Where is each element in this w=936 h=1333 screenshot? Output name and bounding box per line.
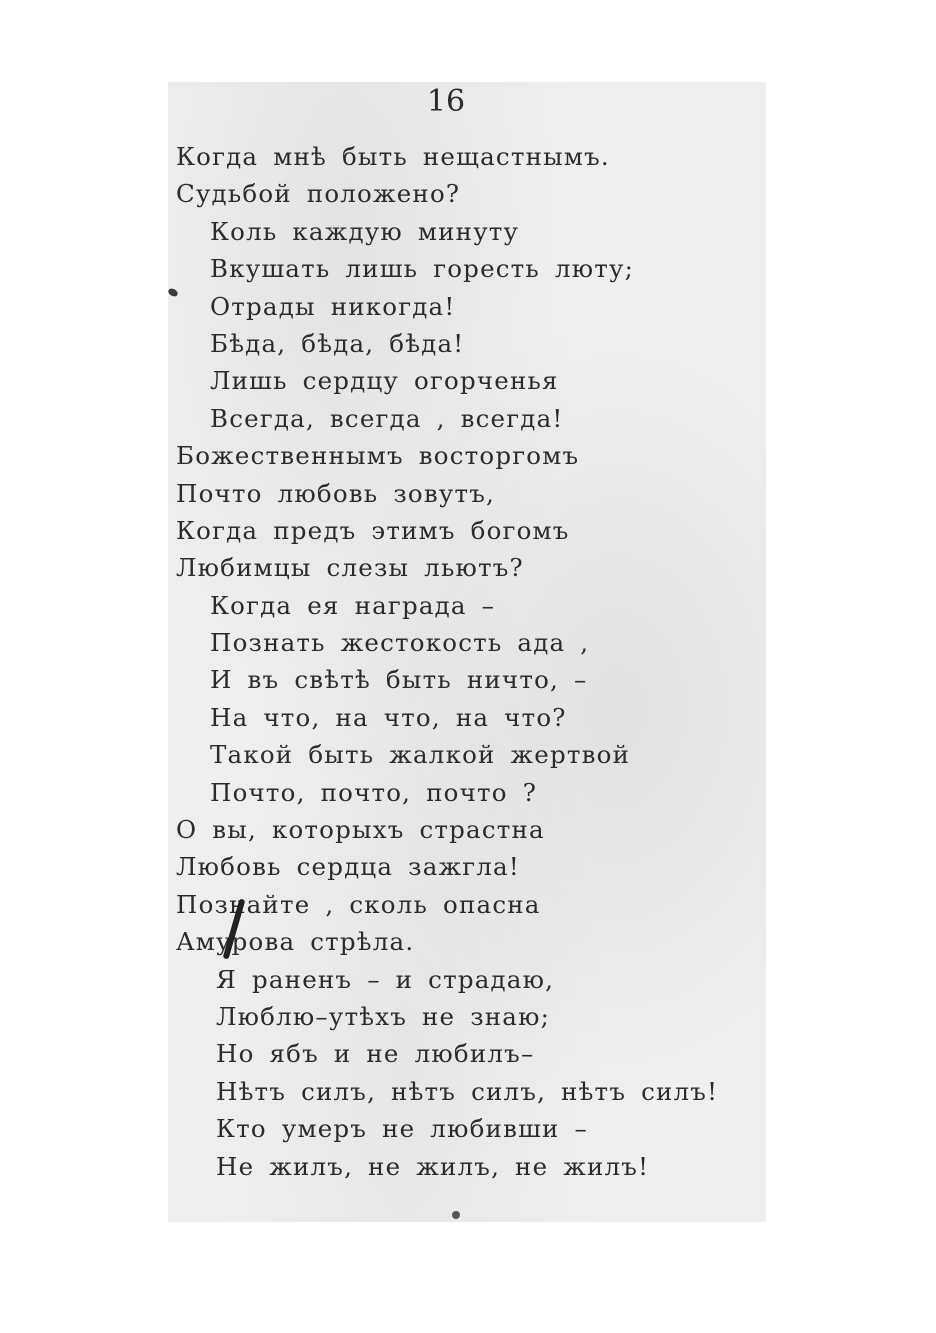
poem-line: Вкушать лишь горесть люту; <box>210 254 635 284</box>
poem-line: Любимцы слезы льютъ? <box>176 553 524 583</box>
poem-line: Когда ея награда – <box>210 590 496 620</box>
poem-line: Такой быть жалкой жертвой <box>210 740 631 770</box>
poem-line: Не жилъ, не жилъ, не жилъ! <box>216 1151 650 1181</box>
page-number: 16 <box>426 84 466 119</box>
poem-line: Нѣтъ силъ, нѣтъ силъ, нѣтъ силъ! <box>216 1076 719 1106</box>
poem-line: Бѣда, бѣда, бѣда! <box>210 328 465 358</box>
poem-line: Божественнымъ восторгомъ <box>176 441 580 471</box>
poem-line: Отрады никогда! <box>210 291 456 321</box>
poem-line: Почто любовь зовутъ, <box>176 478 495 508</box>
poem-line: Люблю–утѣхъ не знаю; <box>216 1001 551 1031</box>
ink-dot <box>452 1211 460 1219</box>
poem-line: Кто умеръ не любивши – <box>216 1114 589 1144</box>
poem-line: Амурова стрѣла. <box>176 927 415 957</box>
poem-line: На что, на что, на что? <box>210 702 567 732</box>
poem-line: Любовь сердца зажгла! <box>176 852 520 882</box>
poem-line: Познать жестокость ада , <box>210 628 590 658</box>
poem-line: О вы, которыхъ страстна <box>176 815 545 845</box>
poem-line: Когда мнѣ быть нещастнымъ. <box>176 142 610 171</box>
poem-line: Судьбой положено? <box>176 179 461 209</box>
poem-line: Всегда, всегда , всегда! <box>210 403 564 433</box>
poem-line: Но ябъ и не любилъ– <box>216 1039 535 1069</box>
poem-line: Лишь сердцу огорченья <box>210 366 559 396</box>
poem-line: Когда предъ этимъ богомъ <box>176 515 570 545</box>
poem-line: И въ свѣтѣ быть ничто, – <box>210 665 588 695</box>
poem-line: Познайте , сколь опасна <box>176 889 541 919</box>
poem-line: Коль каждую минуту <box>210 216 520 246</box>
poem-line: Я раненъ – и страдаю, <box>216 964 555 994</box>
poem-line: Почто, почто, почто ? <box>210 777 538 807</box>
poem-text <box>176 138 761 1185</box>
